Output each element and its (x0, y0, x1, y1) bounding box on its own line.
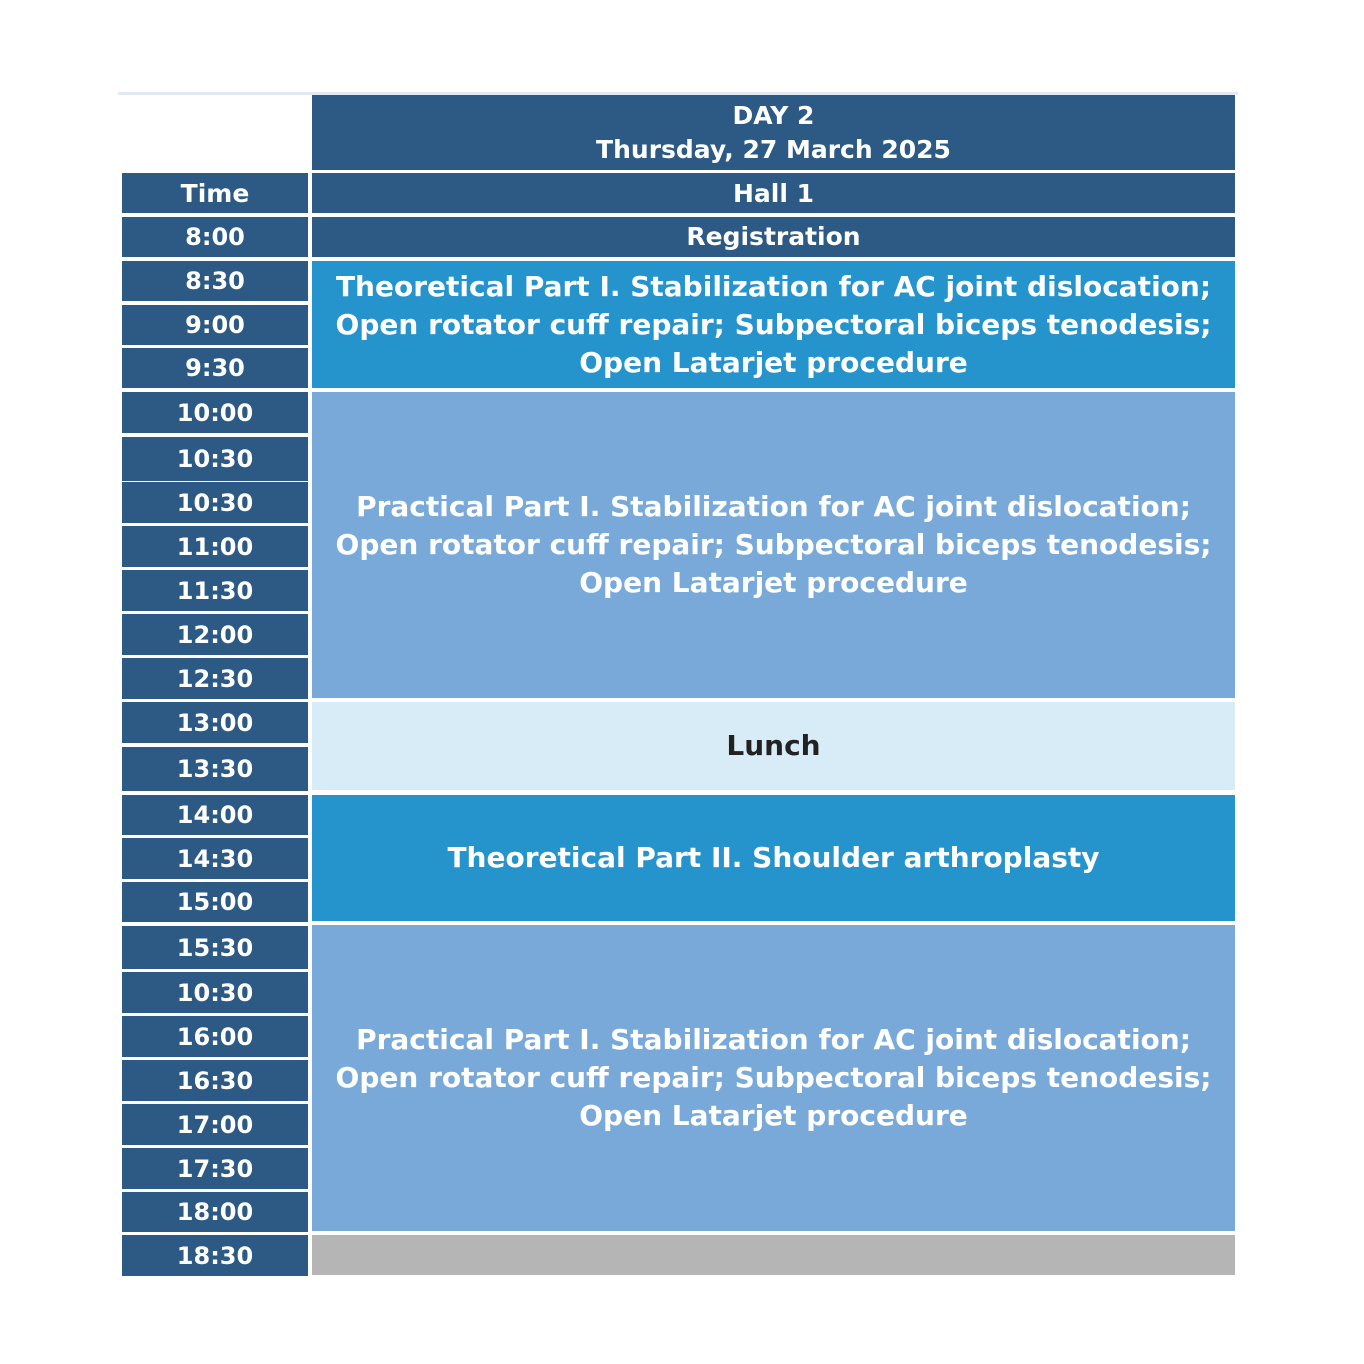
time-slot: 12:30 (122, 658, 308, 699)
time-slot: 15:00 (122, 882, 308, 922)
time-slot: 17:00 (122, 1104, 308, 1145)
time-column-header: Time (122, 173, 308, 213)
time-slot: 11:00 (122, 526, 308, 567)
hall-column-header: Hall 1 (312, 173, 1235, 213)
session-line: Open rotator cuff repair; Subpectoral biceps tenodesis; (335, 528, 1212, 561)
session-lunch: Lunch (312, 702, 1235, 790)
session-line: Practical Part I. Stabilization for AC joint dislocation; (356, 1023, 1191, 1056)
day-header (312, 95, 1235, 170)
time-slot: 9:30 (122, 348, 308, 388)
session-line: Open rotator cuff repair; Subpectoral biceps tenodesis; (335, 1061, 1212, 1094)
session-line: Open rotator cuff repair; Subpectoral biceps tenodesis; (335, 307, 1212, 341)
time-slot: 10:30 (122, 972, 308, 1013)
session-theoretical-part-1 (312, 261, 1235, 388)
time-slot: 12:00 (122, 614, 308, 655)
session-line: Open Latarjet procedure (579, 345, 968, 379)
time-slot: 9:00 (122, 305, 308, 345)
time-slot: 13:00 (122, 702, 308, 743)
time-slot: 13:30 (122, 747, 308, 791)
time-slot: 14:30 (122, 838, 308, 879)
time-slot: 18:30 (122, 1235, 308, 1276)
time-slot: 17:30 (122, 1148, 308, 1189)
day-date: Thursday, 27 March 2025 (596, 134, 951, 164)
time-slot: 14:00 (122, 795, 308, 835)
time-slot: 15:30 (122, 926, 308, 969)
session-line: Open Latarjet procedure (579, 1099, 968, 1132)
time-slot: 16:30 (122, 1060, 308, 1101)
session-registration: Registration (312, 217, 1235, 257)
session-end-empty (312, 1235, 1235, 1275)
session-practical-part-1-morning (312, 392, 1235, 698)
session-line: Practical Part I. Stabilization for AC joint dislocation; (356, 490, 1191, 523)
time-slot: 8:00 (122, 217, 308, 257)
time-slot: 10:00 (122, 392, 308, 433)
time-slot: 16:00 (122, 1016, 308, 1057)
session-theoretical-part-2: Theoretical Part II. Shoulder arthroplasty (312, 795, 1235, 921)
time-slot: 11:30 (122, 570, 308, 611)
session-practical-part-1-afternoon (312, 925, 1235, 1231)
session-line: Open Latarjet procedure (579, 566, 968, 599)
time-slot: 18:00 (122, 1192, 308, 1232)
day-title: DAY 2 (732, 100, 815, 130)
session-line: Theoretical Part I. Stabilization for AC joint dislocation; (335, 269, 1212, 303)
time-slot: 8:30 (122, 261, 308, 301)
time-slot: 10:30 (122, 482, 308, 523)
time-slot: 10:30 (122, 437, 308, 481)
